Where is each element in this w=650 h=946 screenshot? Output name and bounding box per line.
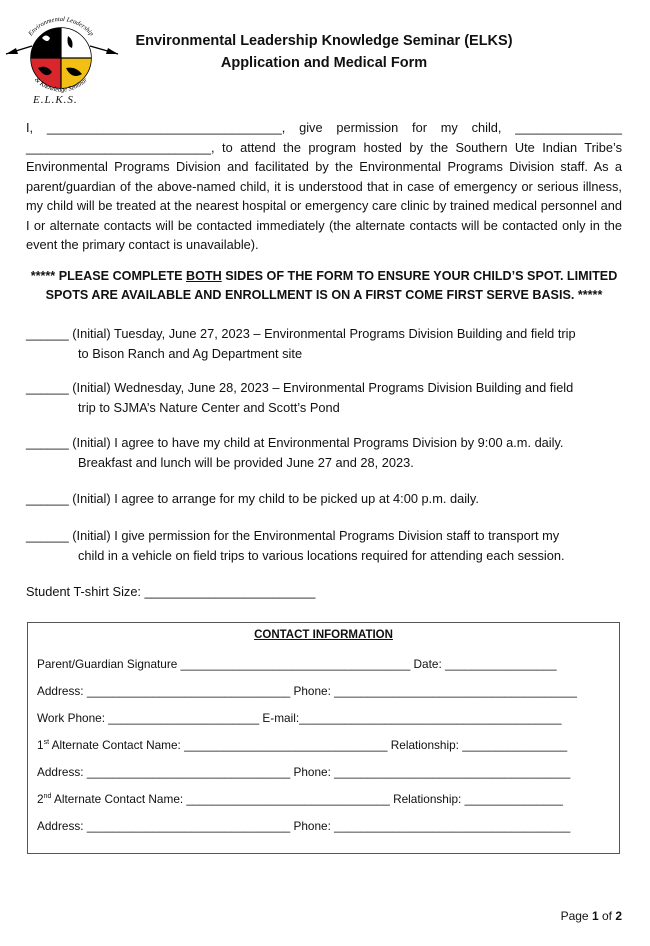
logo-arc-top: Environmental Leadership [27,15,95,38]
initial-item-day2 [26,378,626,417]
row-ordinal: nd [43,793,52,801]
notice-before: ***** PLEASE COMPLETE [30,269,187,283]
page-number [561,909,622,923]
initial-item-line2: child in a vehicle on field trips to various locations required for attending each session. [78,547,565,563]
contact-information-box [27,622,620,854]
form-title [118,30,530,74]
page-word: Page [560,909,592,923]
notice-after: SIDES OF THE FORM TO ENSURE YOUR CHILD’S SPOT. LIMITED SPOTS ARE AVAILABLE AND ENROLLMENT IS ON A FIRST COME FIRST SERVE BASIS. ***** [45,269,618,302]
initial-item-line2: trip to SJMA’s Nature Center and Scott’s Pond [78,399,340,415]
enrollment-notice [26,267,622,305]
tshirt-size-field[interactable]: Student T-shirt Size: ________________________ [26,584,316,599]
initial-item-line1: ______ (Initial) Wednesday, June 28, 2023 – Environmental Programs Division Building and field [26,380,574,395]
page-total: 2 [615,909,622,923]
initial-item-line1: ______ (Initial) I agree to have my child at Environmental Programs Division by 9:00 a.m. daily. [26,435,564,450]
page-current: 1 [591,909,599,923]
parent-signature-row[interactable]: Parent/Guardian Signature ___________________________________ Date: _________________ [37,657,557,671]
work-phone-email-row[interactable]: Work Phone: _______________________ E-mail:________________________________________ [37,711,562,725]
initial-item-transport [26,526,626,565]
row-number: 2 [37,792,44,806]
first-alternate-contact-row[interactable] [37,738,567,752]
initial-item-day1 [26,324,626,363]
initial-item-line1: ______ (Initial) I give permission for the Environmental Programs Division staff to transport my [26,528,560,543]
row-text: Alternate Contact Name: _______________________________ Relationship: ________________ [49,738,568,752]
second-alternate-address-row[interactable]: Address: _______________________________ Phone: ____________________________________ [37,819,571,833]
initial-item-line2: to Bison Ranch and Ag Department site [78,345,303,361]
initial-item-line1: ______ (Initial) Tuesday, June 27, 2023 – Environmental Programs Division Building and field trip [26,326,576,341]
row-number: 1 [37,738,44,752]
row-text: Alternate Contact Name: _______________________________ Relationship: _______________ [51,792,563,806]
contact-information-title: CONTACT INFORMATION [254,629,393,641]
initial-item-dropoff [26,433,626,472]
notice-emphasis: BOTH [186,269,222,283]
logo-arc-bottom: & Knowledge Seminar [33,76,89,94]
logo-caption: E.L.K.S. [33,94,78,106]
second-alternate-contact-row[interactable] [37,792,563,806]
initial-item-pickup [26,489,626,509]
initial-item-line2: Breakfast and lunch will be provided June 27 and 28, 2023. [78,454,414,470]
permission-paragraph: I, _________________________________, give permission for my child, _______________ __________________________, to attend the program hosted by the Southern Ute Indian Tribe’s Environmental Programs Division and facilitated by the Environmental Programs Division staff. As a parent/guardian of the above-named child, it is understood that in case of emergency or serious illness, my child will be treated at the nearest hospital or emergency care clinic by trained medical personnel and I or alternate contacts will be contacted immediately (the alternate contacts will be contacted only in the event the primary contact is unavailable). [26,120,622,252]
initial-item-line1: ______ (Initial) I agree to arrange for my child to be picked up at 4:00 p.m. daily. [26,491,479,506]
of-word: of [598,909,616,923]
form-title-line2: Application and Medical Form [220,55,428,71]
address-phone-row[interactable]: Address: _______________________________ Phone: _____________________________________ [37,684,577,698]
form-title-line1: Environmental Leadership Knowledge Seminar (ELKS) [135,33,513,49]
first-alternate-address-row[interactable]: Address: _______________________________ Phone: ____________________________________ [37,765,571,779]
row-ordinal: st [43,739,50,747]
